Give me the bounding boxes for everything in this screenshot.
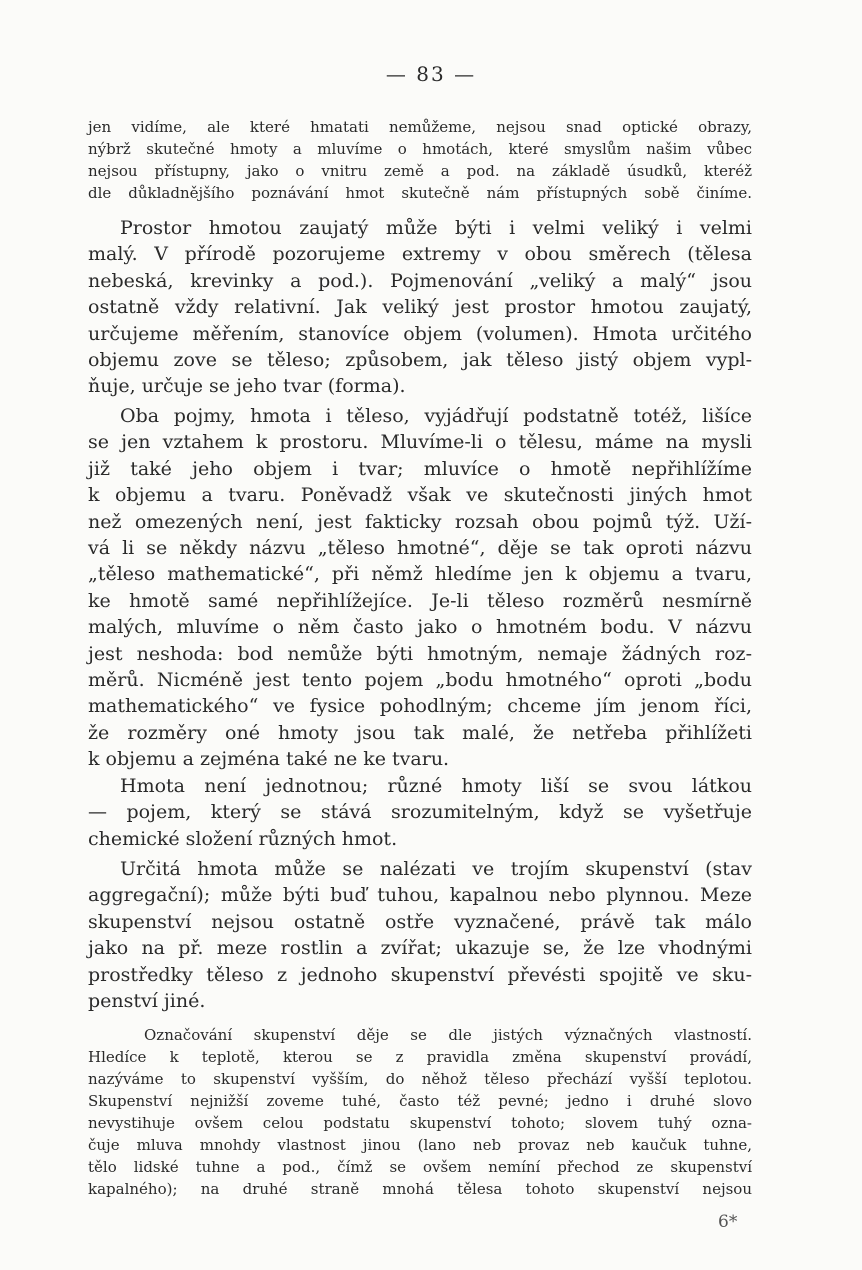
text-line: k objemu a zejména také ne ke tvaru. xyxy=(88,748,450,771)
text-line: tělo lidské tuhne a pod., čímž se ovšem nemíní přechod ze skupenství xyxy=(88,1158,752,1176)
text-line: — pojem, který se stává srozumitelným, když se vyšetřuje xyxy=(88,801,752,824)
paragraph-skupenstvi xyxy=(88,856,752,1014)
text-line: se jen vztahem k prostoru. Mluvíme-li o tělesu, máme na mysli xyxy=(88,431,752,454)
text-line: nazýváme to skupenství vyšším, do něhož těleso přechází vyšší teplotou. xyxy=(88,1070,752,1088)
text-line: nýbrž skutečné hmoty a mluvíme o hmotách, které smyslům našim vůbec xyxy=(88,140,752,158)
paragraph-prostor xyxy=(88,215,752,400)
text-line: nebeská, krevinky a pod.). Pojmenování „veliký a malý“ jsou xyxy=(88,269,752,292)
page-number: — 83 — xyxy=(385,62,477,86)
text-line: penství jiné. xyxy=(88,989,206,1012)
text-line: jest neshoda: bod nemůže býti hmotným, nemaje žádných roz- xyxy=(88,642,752,665)
text-line: Prostor hmotou zaujatý může býti i velmi veliký i velmi xyxy=(120,217,752,239)
paragraph-oba-pojmy xyxy=(88,403,752,772)
note-paragraph xyxy=(88,1024,752,1200)
text-line: měrů. Nicméně jest tento pojem „bodu hmotného“ oproti „bodu xyxy=(88,668,752,691)
text-line: malý. V přírodě pozorujeme extremy v obou směrech (tělesa xyxy=(88,243,752,266)
text-line: nejsou přístupny, jako o vnitru země a pod. na základě úsudků, kteréž xyxy=(88,162,752,180)
text-line: vá li se někdy názvu „těleso hmotné“, děje se tak oproti názvu xyxy=(88,536,752,559)
text-line: dle důkladnějšího poznávání hmot skutečně nám přístupných sobě činíme. xyxy=(88,184,752,202)
text-line: nevystihuje ovšem celou podstatu skupenství tohoto; slovem tuhý ozna- xyxy=(88,1114,752,1132)
text-line: „těleso mathematické“, při němž hledíme jen k objemu a tvaru, xyxy=(88,563,752,586)
text-line: že rozměry oné hmoty jsou tak malé, že netřeba přihlížeti xyxy=(88,721,752,744)
text-line: chemické složení různých hmot. xyxy=(88,827,398,850)
text-line: prostředky těleso z jednoho skupenství převésti spojitě ve sku- xyxy=(88,963,752,986)
printer-signature: 6* xyxy=(718,1212,738,1232)
intro-paragraph xyxy=(88,116,752,204)
text-line: ňuje, určuje se jeho tvar (forma). xyxy=(88,375,406,398)
text-line: ostatně vždy relativní. Jak veliký jest prostor hmotou zaujatý, xyxy=(88,296,752,319)
text-line: Skupenství nejnižší zoveme tuhé, často též pevné; jedno i druhé slovo xyxy=(88,1092,752,1110)
text-line: mathematického“ ve fysice pohodlným; chceme jím jenom říci, xyxy=(88,695,752,718)
text-line: čuje mluva mnohdy vlastnost jinou (lano neb provaz neb kaučuk tuhne, xyxy=(88,1136,752,1154)
text-line: Určitá hmota může se nalézati ve trojím skupenství (stav xyxy=(120,858,752,880)
text-line: určujeme měřením, stanovíce objem (volumen). Hmota určitého xyxy=(88,322,752,345)
text-line: než omezených není, jest fakticky rozsah obou pojmů týž. Uží- xyxy=(88,510,752,533)
text-line: již také jeho objem i tvar; mluvíce o hmotě nepřihlížíme xyxy=(88,457,752,480)
text-line: Hledíce k teplotě, kterou se z pravidla změna skupenství provádí, xyxy=(88,1048,752,1066)
text-line: ke hmotě samé nepřihlížejíce. Je-li těleso rozměrů nesmírně xyxy=(88,589,752,612)
text-line: jen vidíme, ale které hmatati nemůžeme, nejsou snad optické obrazy, xyxy=(88,118,752,136)
text-line: objemu zove se těleso; způsobem, jak těleso jistý objem vypl- xyxy=(88,348,752,371)
text-line: Označování skupenství děje se dle jistých význačných vlastností. xyxy=(144,1026,752,1044)
paragraph-hmota-neni xyxy=(88,773,752,852)
text-line: skupenství nejsou ostatně ostře vyznačené, právě tak málo xyxy=(88,910,752,933)
text-line: aggregační); může býti buď tuhou, kapalnou nebo plynnou. Meze xyxy=(88,884,752,907)
text-line: Hmota není jednotnou; různé hmoty liší se svou látkou xyxy=(120,775,752,797)
text-line: malých, mluvíme o něm často jako o hmotném bodu. V názvu xyxy=(88,616,752,639)
text-line: k objemu a tvaru. Poněvadž však ve skutečnosti jiných hmot xyxy=(88,484,752,507)
text-line: Oba pojmy, hmota i těleso, vyjádřují podstatně totéž, lišíce xyxy=(120,405,752,427)
text-line: kapalného); na druhé straně mnohá tělesa tohoto skupenství nejsou xyxy=(88,1180,752,1198)
text-line: jako na př. meze rostlin a zvířat; ukazuje se, že lze vhodnými xyxy=(88,937,752,960)
